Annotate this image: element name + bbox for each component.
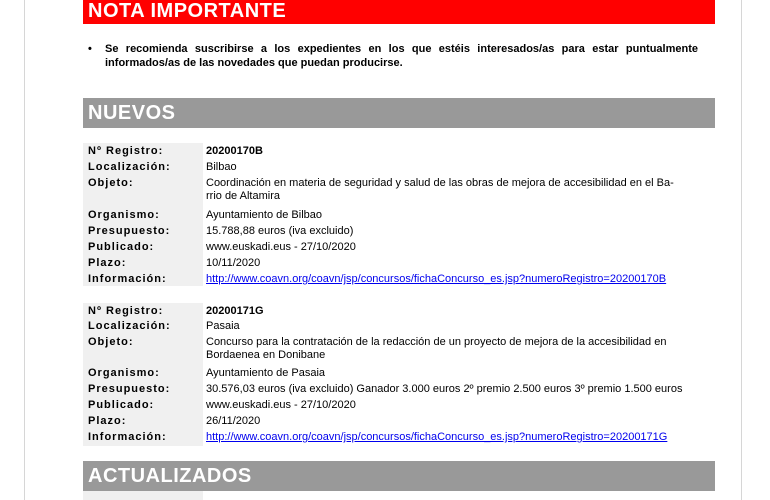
- field-label: Información:: [88, 273, 167, 285]
- bullet-icon: •: [88, 43, 92, 55]
- field-label: Objeto:: [88, 336, 134, 348]
- field-label: Publicado:: [88, 241, 155, 253]
- field-value: Concurso para la contratación de la redacción de un proyecto de mejora de la accesibilidad en: [206, 336, 667, 348]
- info-link[interactable]: http://www.coavn.org/coavn/jsp/concursos/fichaConcurso_es.jsp?numeroRegistro=20200171G: [206, 431, 668, 443]
- notice-item: [88, 42, 698, 70]
- field-label: Objeto:: [88, 177, 134, 189]
- field-value: Pasaia: [206, 320, 240, 332]
- field-value: www.euskadi.eus - 27/10/2020: [206, 399, 356, 411]
- field-label: Plazo:: [88, 415, 127, 427]
- section-heading-nuevos: NUEVOS: [83, 98, 715, 128]
- field-label: Presupuesto:: [88, 383, 171, 395]
- field-label: Nº Registro:: [88, 145, 164, 157]
- field-value: Bilbao: [206, 161, 237, 173]
- info-link[interactable]: http://www.coavn.org/coavn/jsp/concursos/fichaConcurso_es.jsp?numeroRegistro=20200170B: [206, 273, 667, 285]
- field-value: 10/11/2020: [206, 257, 261, 269]
- field-value: rrio de Altamira: [206, 190, 280, 202]
- field-value: Bordaenea en Donibane: [206, 349, 326, 361]
- notice-heading: NOTA IMPORTANTE: [83, 0, 715, 24]
- field-value: Ayuntamiento de Bilbao: [206, 209, 322, 221]
- field-label: Localización:: [88, 161, 171, 173]
- section-heading-actualizados: ACTUALIZADOS: [83, 461, 715, 491]
- field-label: Presupuesto:: [88, 225, 171, 237]
- field-value: [206, 273, 700, 286]
- field-label: Publicado:: [88, 399, 155, 411]
- field-label: Información:: [88, 431, 167, 443]
- entry-label-column: [83, 491, 203, 500]
- field-label: Plazo:: [88, 257, 127, 269]
- field-label: Organismo:: [88, 367, 160, 379]
- field-label: Nº Registro:: [88, 305, 164, 317]
- field-value: www.euskadi.eus - 27/10/2020: [206, 241, 356, 253]
- field-value: 26/11/2020: [206, 415, 261, 427]
- notice-text: Se recomienda suscribirse a los expedientes en los que estéis interesados/as para estar puntualmente informados/as de las novedades que puedan producirse.: [105, 43, 698, 69]
- field-value: 20200171G: [206, 305, 264, 317]
- field-label: Organismo:: [88, 209, 160, 221]
- field-value: 30.576,03 euros (iva excluido) Ganador 3.000 euros 2º premio 2.500 euros 3º premio 1.500 euros: [206, 383, 683, 395]
- field-label: Localización:: [88, 320, 171, 332]
- field-value: 15.788,88 euros (iva excluido): [206, 225, 354, 237]
- field-value: [206, 431, 700, 444]
- field-value: 20200170B: [206, 145, 263, 157]
- field-value: Coordinación en materia de seguridad y salud de las obras de mejora de accesibilidad en el Ba-: [206, 177, 674, 189]
- field-value: Ayuntamiento de Pasaia: [206, 367, 326, 379]
